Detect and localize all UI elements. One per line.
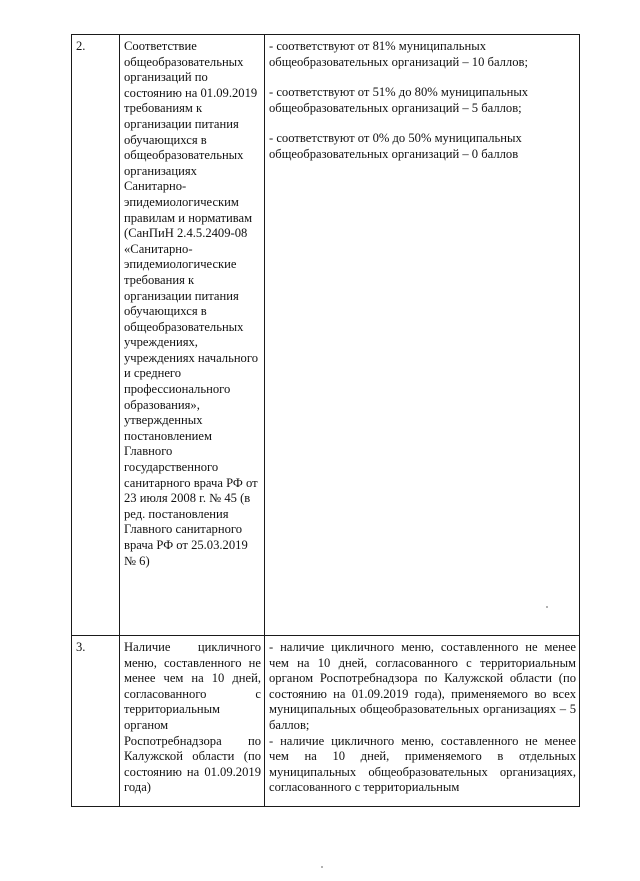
score-item: - соответствуют от 51% до 80% муниципальных общеобразовательных организаций – 5 баллов; <box>269 85 529 115</box>
table-row <box>72 35 580 636</box>
scan-speck <box>546 606 548 608</box>
score-item: - соответствуют от 0% до 50% муниципальных общеобразовательных организаций – 0 баллов <box>269 131 522 161</box>
row-number: 3. <box>72 636 120 807</box>
criterion-text: Соответствие общеобразовательных организаций по состоянию на 01.09.2019 требованиям к организации питания обучающихся в общеобразовательных организациях Санитарно-эпидемиологическим правилам и нормативам (СанПиН 2.4.5.2409-08 «Санитарно-эпидемиологические требования к организации питания обучающихся в общеобразовательных учреждениях, учреждениях начального и среднего профессионального образования», утвержденных постановлением Главного государственного санитарного врача РФ от 23 июля 2008 г. № 45 (в ред. постановления Главного санитарного врача РФ от 25.03.2019 № 6) <box>120 35 265 636</box>
row-number: 2. <box>72 35 120 636</box>
score-item: - наличие цикличного меню, составленного не менее чем на 10 дней, применяемого в отдельных муниципальных общеобразовательных организациях, согласованного с территориальным <box>269 733 576 795</box>
score-item: - наличие цикличного меню, составленного не менее чем на 10 дней, согласованного с территориальным органом Роспотребнадзора по Калужской области (по состоянию на 01.09.2019 года), применяемого во всех муниципальных общеобразовательных организациях – 5 баллов; <box>269 640 576 732</box>
scores-cell <box>265 636 580 807</box>
criteria-table <box>71 34 580 807</box>
table-row <box>72 636 580 807</box>
criterion-text: Наличие цикличного меню, составленного не менее чем на 10 дней, согласованного с территориальным органом Роспотребнадзора по Калужской области (по состоянию на 01.09.2019 года) <box>120 636 265 807</box>
scan-speck <box>321 866 323 868</box>
scores-cell <box>265 35 580 636</box>
score-item: - соответствуют от 81% муниципальных общеобразовательных организаций – 10 баллов; <box>269 39 528 69</box>
